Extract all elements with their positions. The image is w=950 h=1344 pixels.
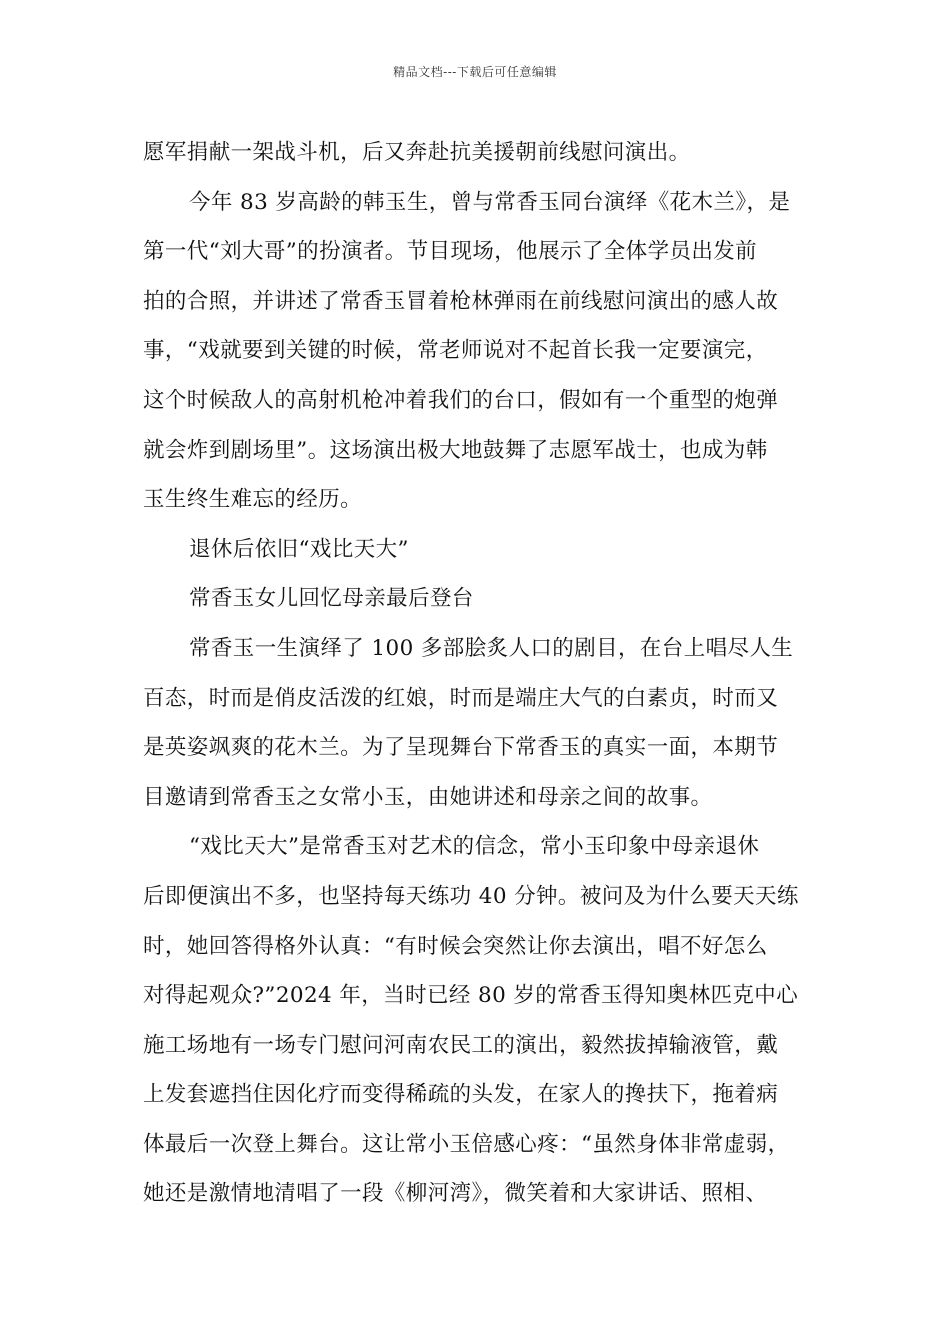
text-line: 体最后一次登上舞台。这让常小玉倍感心疼：“虽然身体非常虚弱，: [143, 1131, 790, 1157]
text-line: 百态，时而是俏皮活泼的红娘，时而是端庄大气的白素贞，时而又: [143, 685, 779, 711]
text-line: 玉生终生难忘的经历。: [143, 487, 363, 513]
paragraph-start-line: 常香玉一生演绎了 100 多部脍炙人口的剧目，在台上唱尽人生: [189, 635, 794, 661]
text-line: 第一代“刘大哥”的扮演者。节目现场，他展示了全体学员出发前: [143, 239, 758, 265]
text-line: 这个时候敌人的高射机枪冲着我们的台口，假如有一个重型的炮弹: [143, 387, 779, 413]
text-line: 愿军捐献一架战斗机，后又奔赴抗美援朝前线慰问演出。: [143, 140, 691, 165]
text-line: 目邀请到常香玉之女常小玉，由她讲述和母亲之间的故事。: [143, 784, 713, 810]
text-line: 她还是激情地清唱了一段《柳河湾》，微笑着和大家讲话、照相、: [143, 1181, 768, 1207]
page-header: 精品文档---下载后可任意编辑: [393, 65, 557, 79]
paragraph-start-line: “戏比天大”是常香玉对艺术的信念，常小玉印象中母亲退休: [189, 834, 760, 860]
text-line: 时，她回答得格外认真：“有时候会突然让你去演出，唱不好怎么: [143, 933, 768, 959]
paragraph-start-line: 今年 83 岁高龄的韩玉生，曾与常香玉同台演绎《花木兰》，是: [189, 189, 791, 215]
section-heading: 退休后依旧“戏比天大”: [189, 536, 409, 562]
text-line: 事，“戏就要到关键的时候，常老师说对不起首长我一定要演完，: [143, 338, 768, 364]
text-line: 拍的合照，并讲述了常香玉冒着枪林弹雨在前线慰问演出的感人故: [143, 288, 779, 314]
text-line: 对得起观众?”2024 年，当时已经 80 岁的常香玉得知奥林匹克中心: [143, 983, 799, 1009]
text-line: 上发套遮挡住因化疗而变得稀疏的头发，在家人的搀扶下，拖着病: [143, 1082, 779, 1108]
article-body: [143, 128, 825, 1219]
text-line: 施工场地有一场专门慰问河南农民工的演出，毅然拔掉输液管，戴: [143, 1032, 779, 1058]
text-line: 是英姿飒爽的花木兰。为了呈现舞台下常香玉的真实一面，本期节: [143, 735, 779, 761]
text-line: 就会炸到剧场里”。这场演出极大地鼓舞了志愿军战士，也成为韩: [143, 437, 768, 463]
text-line: 后即便演出不多，也坚持每天练功 40 分钟。被问及为什么要天天练: [143, 883, 799, 909]
section-subheading: 常香玉女儿回忆母亲最后登台: [189, 586, 474, 612]
